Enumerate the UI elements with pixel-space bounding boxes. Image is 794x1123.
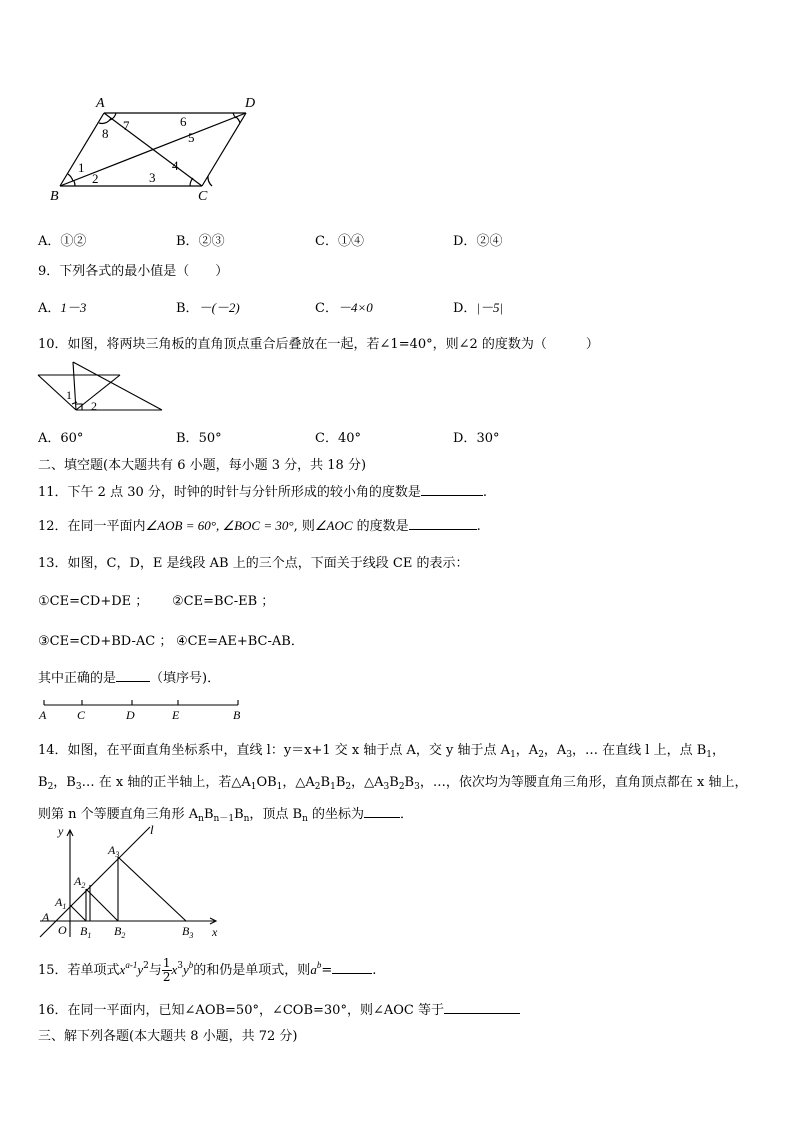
option-letter: B．	[176, 234, 199, 249]
q14-line-3: 则第 n 个等腰直角三角形 $A_nB_{n-1}B_n$，顶点 $B_n$ 的坐标为 ．	[38, 807, 414, 824]
line-label-l: l	[150, 822, 154, 837]
answer-blank	[116, 680, 150, 682]
point-label-d: D	[126, 708, 135, 722]
option-text: ①④	[337, 234, 364, 249]
angle-label-1: 1	[66, 388, 72, 402]
option-letter: A．	[38, 234, 61, 249]
answer-blank	[409, 528, 477, 530]
point-label-c: C	[77, 708, 86, 722]
segment-figure	[36, 697, 248, 723]
point-label-a3: $A_3$	[108, 843, 120, 859]
angle-label-6: 6	[180, 114, 187, 129]
vertex-label-b: B	[50, 189, 59, 204]
q13-stem: 13．如图，C，D，E 是线段 AB 上的三个点，下面关于线段 CE 的表示：	[38, 556, 469, 571]
q8-option-c	[315, 230, 364, 249]
point-label-a: A	[39, 708, 47, 722]
option-letter: C．	[315, 234, 338, 249]
triangle-boards-figure	[36, 360, 166, 416]
q13-statement-3: ③CE=CD+BD-AC ；	[38, 634, 173, 649]
q14-line-1: 14．如图，在平面直角坐标系中，直线 l：y＝x+1 交 x 轴于点 A，交 y 轴于点 $A_1$，$A_2$，$A_3$，… 在直线 l 上，点 $B_1$，	[38, 743, 726, 760]
q13-statement-2: ②CE=BC-EB ；	[172, 594, 275, 609]
angle-label-2: 2	[92, 171, 99, 186]
angle-label-3: 3	[149, 170, 156, 185]
option-text: ②③	[198, 234, 225, 249]
answer-blank	[421, 494, 483, 496]
point-label-e: E	[172, 708, 180, 722]
point-label-a: A	[42, 910, 50, 924]
axis-label-x: x	[212, 925, 218, 939]
answer-blank	[332, 972, 372, 974]
q10-stem: 10．如图，将两块三角板的直角顶点重合后叠放在一起，若∠1=40°，则∠2 的度数为（ ）	[38, 337, 599, 352]
q14-line-2: $B_2$，$B_3\dots$ 在 x 轴的正半轴上，若$\triangle A_1OB_1$，$\triangle A_2B_1B_2$，$\triangle A_3B_2B_3$，…，依次均为等腰直角三角形，直角顶点都在 x 轴上，	[38, 775, 748, 792]
q13-statement-4: ④CE=AE+BC-AB．	[176, 634, 304, 649]
section-2-heading: 二、填空题(本大题共有 6 小题，每小题 3 分，共 18 分)	[38, 458, 367, 473]
answer-blank	[444, 1012, 520, 1014]
q16: 16．在同一平面内，已知∠AOB=50°，∠COB=30°，则∠AOC 等于	[38, 999, 520, 1018]
q9-option-a: A．1－3	[38, 300, 87, 316]
point-label-a2: $A_2$	[74, 874, 86, 890]
vertex-label-d: D	[245, 96, 256, 111]
point-label-a1: $A_1$	[55, 895, 67, 911]
angle-label-2: 2	[91, 399, 97, 413]
coordinate-figure	[36, 822, 226, 940]
q9-option-d: D．|－5|	[453, 300, 504, 316]
q12-math: ∠AOB = 60°, ∠BOC = 30°	[145, 518, 294, 533]
q15: 15．若单项式$x^{a-1}y^2$与 $\frac{1}{2}$ $x^3y^b$的和仍是单项式，则$a^b=$ .	[38, 956, 377, 984]
q12: 12．在同一平面内∠AOB = 60°, ∠BOC = 30°, 则∠AOC 的度数是 .	[38, 518, 481, 534]
q10-option-d: D．30°	[453, 431, 500, 446]
angle-label-5: 5	[188, 130, 195, 145]
point-label-b2: $B_2$	[114, 924, 126, 940]
q11: 11．下午 2 点 30 分，时钟的时针与分针所形成的较小角的度数是 .	[38, 485, 488, 500]
parallelogram-figure	[40, 92, 260, 207]
point-label-b: B	[233, 708, 241, 722]
q10-option-c: C．40°	[315, 431, 361, 446]
q9-option-b: B．－(－2)	[176, 300, 240, 316]
section-3-heading: 三、解下列各题(本大题共 8 小题，共 72 分)	[38, 1029, 298, 1044]
q8-option-a	[38, 230, 86, 249]
q13-answer: 其中正确的是 （填序号)．	[38, 671, 221, 686]
angle-label-7: 7	[123, 118, 130, 133]
fraction-one-half: $\frac{1}{2}$	[162, 956, 171, 984]
axis-label-y: y	[58, 824, 64, 838]
q9-option-c: C．－4×0	[315, 300, 373, 316]
q8-option-b	[176, 230, 225, 249]
point-label-b1: $B_1$	[80, 924, 92, 940]
q11-text: 11．下午 2 点 30 分，时钟的时针与分针所形成的较小角的度数是	[38, 485, 421, 500]
answer-blank	[364, 816, 400, 818]
vertex-label-c: C	[198, 189, 208, 204]
angle-label-8: 8	[102, 126, 109, 141]
point-label-b3: $B_3$	[182, 924, 194, 940]
angle-label-1: 1	[78, 160, 85, 175]
q10-option-b: B．50°	[176, 431, 222, 446]
option-text: ②④	[476, 234, 503, 249]
q13-statement-1: ①CE=CD+DE ；	[38, 594, 149, 609]
q10-option-a: A．60°	[38, 431, 84, 446]
option-letter: D．	[453, 234, 477, 249]
q8-option-d	[453, 230, 502, 249]
q9-stem: 9．下列各式的最小值是（ ）	[38, 264, 229, 279]
vertex-label-a: A	[96, 96, 105, 111]
option-text: ①②	[60, 234, 87, 249]
origin-label: O	[58, 923, 67, 937]
angle-label-4: 4	[172, 158, 179, 173]
